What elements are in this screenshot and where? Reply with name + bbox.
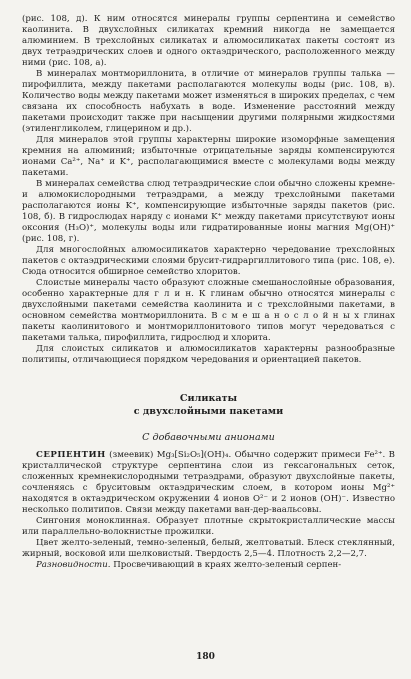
varieties-label: Разновидности.	[36, 560, 111, 570]
serpentine-intro-paragraph	[22, 450, 395, 516]
section-heading-line2: с двухслойными пакетами	[133, 406, 284, 417]
paragraph-continued: (рис. 108, д). К ним относятся минералы группы серпентина и семейство каолинита. В двухслойных силикатах кремний никогда не замещается алюминием. В трехслойных силикатах и алюмосиликатах пакеты состоят из двух тетраэдрических слоев и одного октаэдрического, расположенного между ними (рис. 108, а).	[22, 14, 395, 68]
varieties-text: Просвечивающий в краях желто-зеленый серпен-	[110, 560, 342, 570]
paragraph-montmorillonite: В минералах монтмориллонита, в отличие от минералов группы талька — пирофиллита, между пакетами располагаются молекулы воды (рис. 108, в). Количество воды между пакетами может изменяться в широких пределах, с чем связана их способность набухать в воде. Изменение расстояний между пакетами происходит также при насыщении другими полярными жидкостями (этиленгликолем, глицерином и др.).	[22, 69, 395, 134]
paragraph-mica: В минералах семейства слюд тетраэдрические слои обычно сложены кремне- и алюмокислородными тетраэдрами, а между трехслойными пакетами располагаются ионы K⁺, компенсирующие избыточные заряды пакетов (рис. 108, б). В гидрослюдах наряду с ионами K⁺ между пакетами присутствуют ионы оксония (H₃O)⁺, молекулы воды или гидратированные ионы магния Mg(OH)⁺ (рис. 108, г).	[22, 179, 395, 244]
section-heading-line1: Силикаты	[179, 393, 238, 404]
page-number: 180	[196, 652, 215, 662]
serpentine-entry	[22, 450, 395, 571]
serpentine-varieties	[22, 560, 395, 571]
paragraph-isomorphism: Для минералов этой группы характерны широкие изоморфные замещения кремния на алюминий; избыточные отрицательные заряды компенсируются ионами Ca²⁺, Na⁺ и K⁺, располагающимися вместе с молекулами воды между пакетами.	[22, 135, 395, 178]
paragraph-clays: Слоистые минералы часто образуют сложные смешанослойные образования, особенно характерные для г л и н. К глинам обычно относятся минералы с двухслойными пакетами семейства каолинита и с трехслойными пакетами, в основном семейства монтмориллонита. В с м е ш а н о с л о й н ы х глинах пакеты каолинитового и монтмориллонитового типов могут чередоваться с пакетами талька, пирофиллита, гидрослюд и хлорита.	[22, 278, 395, 343]
paragraph-polytypes: Для слоистых силикатов и алюмосиликатов характерны разнообразные политипы, отличающиеся порядком чередования и ориентацией пакетов.	[22, 344, 395, 365]
body-text-top	[22, 14, 395, 366]
mineral-name: СЕРПЕНТИН	[36, 450, 106, 460]
section-heading	[22, 392, 395, 418]
paragraph-chlorite: Для многослойных алюмосиликатов характерно чередование трехслойных пакетов с октаэдрическими слоями брусит-гидраргиллитового типа (рис. 108, е). Сюда относится обширное семейство хлоритов.	[22, 245, 395, 277]
serpentine-color: Цвет желто-зеленый, темно-зеленый, белый, желтоватый. Блеск стеклянный, жирный, восковой или шелковистый. Твердость 2,5—4. Плотность 2,2—2,7.	[22, 538, 395, 559]
serpentine-intro-text: (змеевик) Mg₃[Si₂O₅](OH)₄. Обычно содержит примеси Fe²⁺. В кристаллической структуре серпентина слои из гексагональных сеток, сложенных кремнекислородными тетраэдрами, образуют двухслойные пакеты, сочленяясь с бруситовым октаэдрическим слоем, в котором ионы Mg²⁺ находятся в октаэдрическом окружении 4 ионов O²⁻ и 2 ионов (OH)⁻. Известно несколько политипов. Связи между пакетами ван-дер-ваальсовы.	[22, 450, 395, 515]
serpentine-syngony: Сингония моноклинная. Образует плотные скрытокристаллические массы или параллельно-волокнистые прожилки.	[22, 516, 395, 537]
subsection-heading: С добавочными анионами	[142, 432, 275, 443]
